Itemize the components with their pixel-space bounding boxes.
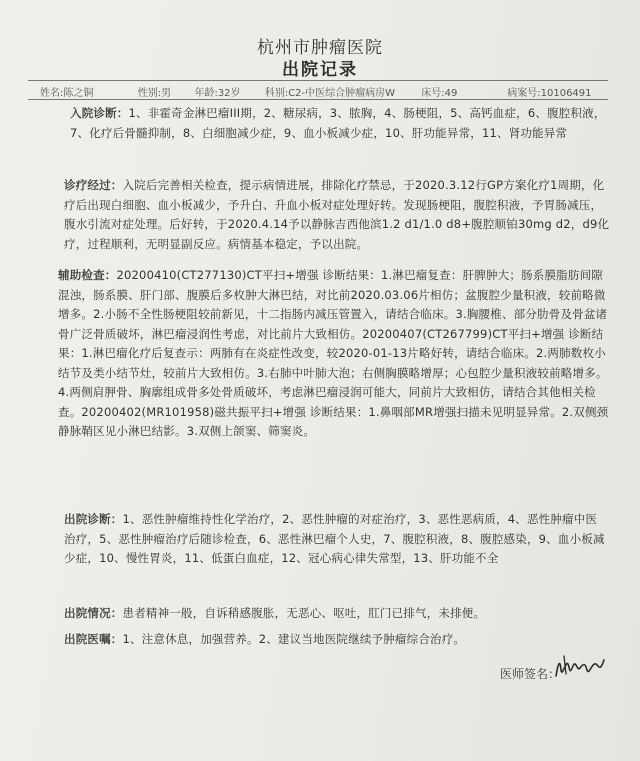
- discharge-orders-text: 1、注意休息，加强营养。2、建议当地医院继续予肿瘤综合治疗。: [122, 632, 466, 646]
- auxiliary-exam: [58, 266, 610, 442]
- header-rule-bottom: [28, 99, 608, 100]
- patient-record-number: 病案号:10106491: [507, 88, 592, 99]
- patient-bed: 床号:49: [421, 88, 458, 99]
- treatment-course: [64, 176, 610, 254]
- handwritten-signature: [552, 650, 608, 682]
- discharge-diagnosis-text: 1、恶性肿瘤维持性化学治疗，2、恶性肿瘤的对症治疗，3、恶性恶病质，4、恶性肿瘤中医治疗，5、恶性肿瘤治疗后随诊检查，6、恶性淋巴瘤个人史，7、腹腔积液，8、腹腔感染，9、血小板减少症，10、慢性胃炎，11、低蛋白血症，12、冠心病心律失常型，13、肝功能不全: [64, 512, 605, 565]
- treatment-course-label: 诊疗经过：: [64, 178, 123, 192]
- patient-info-row: [40, 84, 605, 99]
- discharge-status: [64, 604, 608, 624]
- discharge-status-text: 患者精神一般，自诉稍感腹胀，无恶心、呕吐，肛门已排气，未排便。: [122, 606, 486, 620]
- header-rule-top: [28, 80, 608, 81]
- discharge-orders-label: 出院医嘱：: [64, 632, 123, 646]
- discharge-orders: [64, 630, 608, 650]
- auxiliary-exam-text: 20200410(CT277130)CT平扫+增强 诊断结果：1.淋巴瘤复查：肝脾肿大；肠系膜脂肪间隙混浊，肠系膜、肝门部、腹膜后多枚肿大淋巴结，对比前2020.03.06片相仿；盆腹腔少量积液，较前略微增多。2.小肠不全性肠梗阻较前新见，十二指肠内减压管置入，请结合临床。3.胸腰椎、部分肋骨及骨盆诸骨广泛骨质破坏，淋巴瘤浸润性考虑，对比前片大致相仿。20200407(CT267799)CT平扫+增强 诊断结果：1.淋巴瘤化疗后复查示：两肺有在炎症性改变，较2020-01-13片略好转，请结合临床。2.两肺数枚小结节及类小结节灶，较前片大致相仿。3.右肺中叶肺大泡；右侧胸膜略增厚；心包腔少量积液较前略增多。4.两侧肩胛骨、胸廓组成骨多处骨质破坏，考虑淋巴瘤浸润可能大，同前片大致相仿，请结合其他相关检查。20200402(MR101958)磁共振平扫+增强 诊断结果：1.鼻咽部MR增强扫描未见明显异常。2.双侧颈静脉鞘区见小淋巴结影。3.双侧上颌窦、筛窦炎。: [58, 268, 609, 438]
- patient-gender: 性别:男: [137, 88, 172, 99]
- admission-diagnosis-text: 1、非霍奇金淋巴瘤III期，2、糖尿病，3、脓胸，4、肠梗阻，5、高钙血症，6、腹腔积液，7、化疗后骨髓抑制，8、白细胞减少症，9、血小板减少症，10、肝功能异常，11、肾功能异常: [70, 106, 606, 140]
- hospital-name: 杭州市肿瘤医院: [257, 38, 383, 58]
- patient-name: 姓名:陈之铜: [40, 88, 94, 99]
- discharge-diagnosis-label: 出院诊断：: [64, 512, 123, 526]
- discharge-diagnosis: [64, 510, 608, 569]
- patient-age: 年龄:32岁: [194, 88, 241, 99]
- auxiliary-exam-label: 辅助检查：: [58, 268, 117, 282]
- admission-diagnosis: [70, 104, 608, 143]
- discharge-status-label: 出院情况：: [64, 606, 123, 620]
- patient-department: 科别:C2-中医综合肿瘤病房W: [264, 88, 396, 99]
- doctor-signature-label: 医师签名：: [500, 667, 561, 681]
- treatment-course-text: 入院后完善相关检查，提示病情进展，排除化疗禁忌，于2020.3.12行GP方案化疗1周期，化疗后出现白细胞、血小板减少，予升白、升血小板对症处理好转。发现肠梗阻，腹腔积液，予胃肠减压，腹水引流对症处理。后好转，于2020.4.14予以静脉吉西他滨1.2 d1/1.0 d8+腹腔顺铂30mg d2，d9化疗，过程顺利，无明显副反应。病情基本稳定，予以出院。: [64, 178, 610, 251]
- document-title: 出院记录: [282, 60, 358, 80]
- admission-diagnosis-label: 入院诊断：: [70, 106, 129, 120]
